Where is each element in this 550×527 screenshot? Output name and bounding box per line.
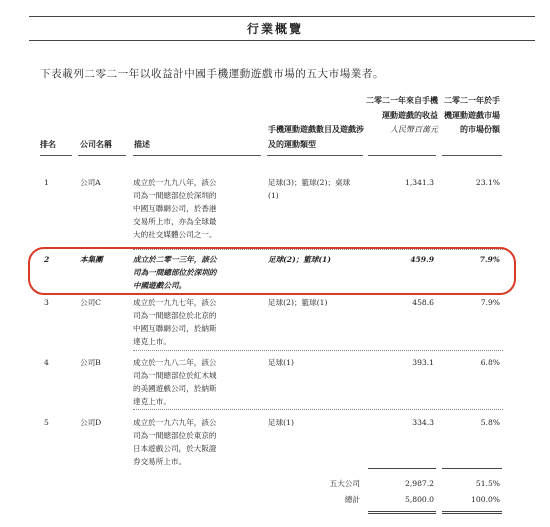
row-description: 成立於一九八二年，該公司為一間總部位於紅木城的美國遊戲公司，於納斯達克上市。 — [133, 358, 217, 406]
grand-total-share: 100.0% — [471, 495, 500, 504]
row-share: 6.8% — [480, 358, 500, 367]
totals-share: 51.5% — [475, 479, 500, 488]
header-rank: 排名 — [40, 139, 56, 149]
header-revenue — [366, 93, 438, 138]
header-rule-games — [267, 155, 363, 156]
totals-rule-share — [442, 468, 502, 469]
row-games: 足球(3)；籃球(2)；桌球(1) — [268, 178, 351, 200]
row-company: 本集團 — [80, 255, 103, 264]
row-description: 成立於二零一三年，該公司為一間總部位於深圳的中國遊戲公司。 — [133, 255, 217, 290]
title-rule — [29, 40, 535, 41]
row-revenue: 459.9 — [410, 255, 434, 264]
header-rule-description — [133, 155, 261, 156]
header-rule-revenue — [368, 155, 436, 156]
page-title: 行業概覽 — [246, 22, 303, 36]
row-rank: 1 — [44, 178, 49, 187]
grand-total-revenue: 5,800.0 — [405, 495, 434, 504]
row-description: 成立於一九九八年，該公司為一間總部位於深圳的中國互聯網公司，於香港交易所上市，亦為全球最大的社交媒體公司之一。 — [133, 178, 217, 239]
totals-rule-revenue — [368, 468, 436, 469]
row-company: 公司A — [80, 178, 101, 187]
grand-total-label: 總計 — [344, 495, 360, 504]
header-description: 描述 — [134, 139, 150, 149]
row-rank: 2 — [44, 255, 50, 264]
row-games: 足球(1) — [268, 418, 294, 427]
row-description: 成立於一九九七年，該公司為一間總部位於北京的中國互聯網公司，於納斯達克上市。 — [133, 298, 217, 346]
row-company: 公司D — [80, 418, 102, 427]
row-revenue: 334.3 — [412, 418, 434, 427]
row-company: 公司B — [80, 358, 101, 367]
row-revenue: 1,341.3 — [405, 178, 434, 187]
row-divider — [133, 350, 503, 351]
row-rank: 3 — [44, 298, 49, 307]
totals-revenue: 2,987.2 — [405, 479, 434, 488]
row-rank: 4 — [44, 358, 49, 367]
header-rule-rank — [40, 155, 72, 156]
row-description: 成立於一九六九年，該公司為一間總部位於東京的日本遊戲公司，於大阪證券交易所上市。 — [133, 418, 217, 466]
header-share: 二零二一年於手機運動遊戲市場的市場份額 — [444, 95, 500, 134]
row-revenue: 458.6 — [412, 298, 434, 307]
row-share: 23.1% — [475, 178, 500, 187]
row-share: 7.9% — [479, 255, 500, 264]
intro-text: 下表載列二零二一年以收益計中國手機運動遊戲市場的五大市場業者。 — [40, 68, 385, 80]
row-games: 足球(2)；籃球(1) — [268, 298, 328, 307]
row-company: 公司C — [80, 298, 101, 307]
row-rank: 5 — [44, 418, 49, 427]
header-rule-company — [78, 155, 126, 156]
grand-total-double-rule-share — [442, 511, 502, 514]
highlight-annotation-box — [28, 247, 516, 295]
header-revenue-label: 二零二一年來自手機運動遊戲的收益 — [366, 95, 438, 120]
row-share: 5.8% — [480, 418, 500, 427]
row-share: 7.9% — [480, 298, 500, 307]
row-revenue: 393.1 — [412, 358, 434, 367]
grand-total-double-rule-revenue — [368, 511, 436, 514]
header-games: 手機運動遊戲數目及遊戲涉及的運動類型 — [268, 124, 364, 149]
top-rule — [29, 16, 535, 17]
header-rule-share — [442, 155, 502, 156]
totals-label: 五大公司 — [329, 479, 360, 488]
row-divider — [133, 409, 503, 410]
row-games: 足球(1) — [268, 358, 294, 367]
header-unit: 人民幣百萬元 — [390, 125, 438, 134]
header-company: 公司名稱 — [80, 139, 112, 149]
row-games: 足球(2)；籃球(1) — [268, 255, 331, 264]
